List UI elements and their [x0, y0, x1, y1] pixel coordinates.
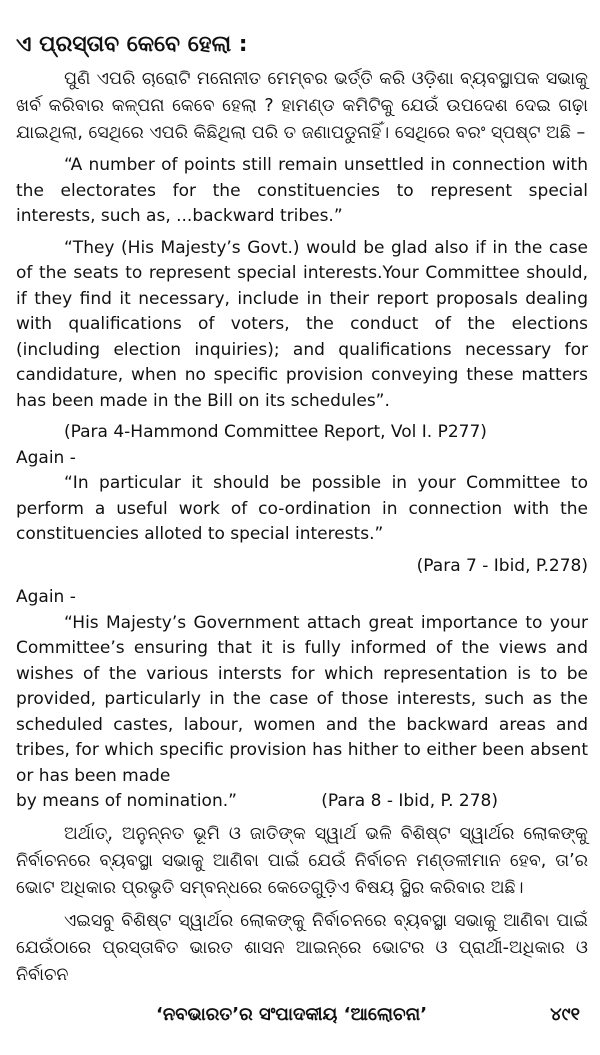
- odia-paragraph-3: ଏଇସବୁ ବିଶିଷ୍ଟ ସ୍ୱାର୍ଥର ଲୋକଙ୍କୁ ନିର୍ବାଚନରେ ବ୍ୟବସ୍ଥା ସଭାକୁ ଆଣିବା ପାଇଁ ଯେଉଁଠାରେ ପ୍ରସ୍ତାବିତ ଭାରତ ଶାସନ ଆଇନ୍‌ରେ ଭୋଟର ଓ ପ୍ରାର୍ଥୀ-ଅଧିକାର ଓ ନିର୍ବାଚନ: [16, 910, 588, 985]
- again-label-1: Again -: [16, 447, 76, 468]
- quote-4-last-line: [16, 789, 588, 815]
- quote-4: “His Majesty’s Government attach great importance to your Committee’s ensuring that it is fully informed of the views and wishes of the various intersts for which representation is to be provided, particularly in the case of those interests, such as the scheduled castes, labour, women and the backward areas and tribes, for which specific provision has hither to either been absent or has been made: [16, 612, 588, 786]
- again-label-2: Again -: [16, 587, 76, 607]
- quote-3: “In particular it should be possible in your Committee to perform a useful work of co-ordination in connection with the constituencies alloted to special interests.”: [16, 473, 588, 544]
- source-citation-2: (Para 7 - Ibid, P.278): [416, 555, 588, 576]
- footer-title: ‘ନବଭାରତ’ର ସଂପାଦକୀୟ ‘ଆଲୋଚନା’: [156, 1004, 428, 1025]
- quote-4-end: by means of nomination.”: [16, 791, 237, 811]
- quote-1: “A number of points still remain unsettled in connection with the electorates for the constituencies to represent special interests, such as, ...backward tribes.”: [16, 155, 588, 226]
- quote-2: “They (His Majesty’s Govt.) would be glad also if in the case of the seats to represent special interests.Your Committee should, if they find it necessary, include in their report proposals dealing with qualifications of voters, the conduct of the elections (including election inquiries); and qualifications necessary for candidature, when no specific provision conveying these matters has been made in the Bill on its schedules”.: [16, 237, 588, 411]
- section-heading: ଏ ପ୍ରସ୍ତାବ କେବେ ହେଲା :: [16, 32, 248, 57]
- source-citation-3: (Para 8 - Ibid, P. 278): [321, 791, 498, 811]
- source-citation-1: (Para 4-Hammond Committee Report, Vol I. P277): [64, 422, 487, 442]
- page-number: ୪୯୧: [550, 1004, 580, 1025]
- odia-paragraph-2: ଅର୍ଥାତ୍, ଅନୁନ୍ନତ ଭୂମି ଓ ଜାତିଙ୍କ ସ୍ୱାର୍ଥ ଭଳି ବିଶିଷ୍ଟ ସ୍ୱାର୍ଥର ଲୋକଙ୍କୁ ନିର୍ବାଚନରେ ବ୍ୟବସ୍ଥା ସଭାକୁ ଆଣିବା ପାଇଁ ଯେଉଁ ନିର୍ବାଚନ ମଣ୍ଡଳୀମାନ ହେବ, ତା’ର ଭୋଟ ଅଧିକାର ପ୍ରଭୃତି ସମ୍ବନ୍ଧରେ କେତେଗୁଡ଼ିଏ ବିଷୟ ସ୍ଥିର କରିବାର ଅଛି।: [16, 823, 588, 898]
- odia-paragraph-1: ପୁଣି ଏପରି ଚାରୋଟି ମନୋନୀତ ମେମ୍ବର ଭର୍ତ୍ତି କରି ଓଡ଼ିଶା ବ୍ୟବସ୍ଥାପକ ସଭାକୁ ଖର୍ବ କରିବାର କଳ୍ପନା କେବେ ହେଲା ? ହାମଣ୍ଡ କମିଟିକୁ ଯେଉଁ ଉପଦେଶ ଦେଇ ଗଢ଼ା ଯାଇଥିଲା, ସେଥିରେ ଏପରି କିଛିଥିଲା ପରି ତ ଜଣାପଡୁନାହିଁ। ସେଥିରେ ବରଂ ସ୍ପଷ୍ଟ ଅଛି –: [16, 69, 588, 143]
